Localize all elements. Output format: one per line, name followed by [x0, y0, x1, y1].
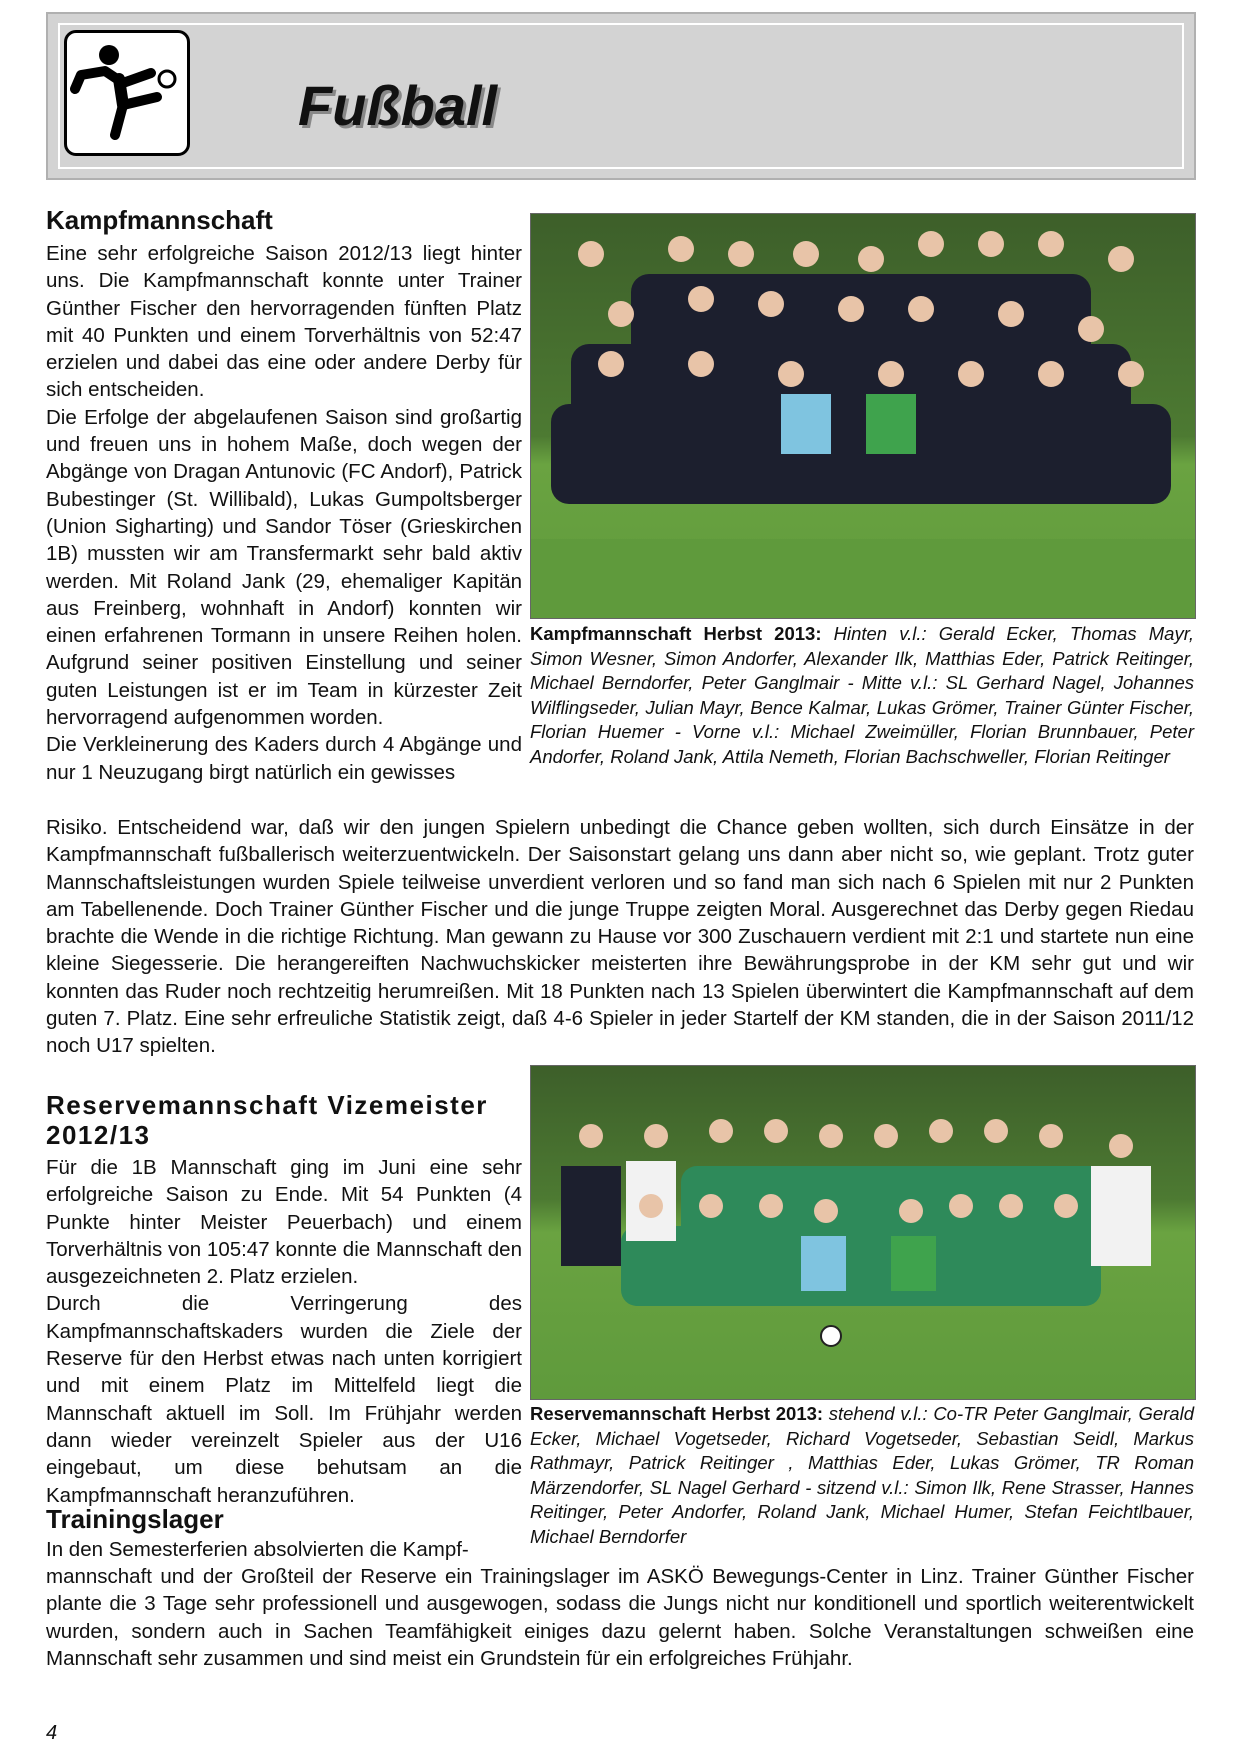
caption-names: stehend v.l.: Co-TR Peter Ganglmair, Gerald Ecker, Michael Vogetseder, Richard Vogetseder, Sebastian Seidl, Markus Rathmayr, Patrick Reitinger , Matthias Eder, Lukas Grömer, TR Roman Märzendorfer, SL Nagel Gerhard - sitzend v.l.: Simon Ilk, Rene Strasser, Hannes Reitinger, Peter Andorfer, Roland Jank, Michael Humer, Stefan Feichtlbauer, Michael Berndorfer: [530, 1403, 1194, 1547]
trainingslager-heading: Trainingslager: [46, 1504, 224, 1534]
kampfmannschaft-paragraph-1: Eine sehr erfolgreiche Saison 2012/13 liegt hinter uns. Die Kampfmannschaft konnte unter Trainer Günther Fischer den hervorragenden fünften Platz mit 40 Punkten und einem Torverhältnis von 52:47 erzielen und dabei das eine oder andere Derby für sich entscheiden.: [46, 242, 522, 402]
reserve-heading: Reservemannschaft Vizemeister 2012/13: [46, 1090, 488, 1150]
kampfmannschaft-photo-caption: [530, 622, 1194, 770]
reserve-text: [46, 1154, 522, 1509]
page-number: 4: [46, 1722, 58, 1744]
trainingslager-text-start: In den Semesterferien absolvierten die Kampf-: [46, 1538, 469, 1561]
reserve-photo-caption: [530, 1402, 1194, 1550]
reserve-team-photo: [530, 1065, 1196, 1400]
football-player-icon: [64, 30, 190, 156]
kampfmannschaft-team-photo: [530, 213, 1196, 619]
caption-label: Kampfmannschaft Herbst 2013:: [530, 623, 822, 644]
caption-names: Hinten v.l.: Gerald Ecker, Thomas Mayr, Simon Wesner, Simon Andorfer, Alexander Ilk, Matthias Eder, Patrick Reitinger, Michael Berndorfer, Peter Ganglmair - Mitte v.l.: SL Gerhard Nagel, Johannes Wilflingseder, Julian Mayr, Bence Kalmar, Lukas Grömer, Trainer Günter Fischer, Florian Huemer - Vorne v.l.: Michael Zweimüller, Florian Brunnbauer, Peter Andorfer, Roland Jank, Attila Nemeth, Florian Bachschweller, Florian Reitinger: [530, 623, 1194, 767]
kampfmannschaft-text-left: [46, 240, 522, 786]
caption-label: Reservemannschaft Herbst 2013:: [530, 1403, 824, 1424]
kampfmannschaft-text-full: Risiko. Entscheidend war, daß wir den jungen Spielern unbedingt die Chance geben wollten, sich durch Einsätze in der Kampfmannschaft fußballerisch weiterzuentwickeln. Der Saisonstart gelang uns dann aber nicht so, wie geplant. Trotz guter Mannschaftsleistungen wurden Spiele teilweise unverdient verloren und so fand man sich nach 6 Spielen mit nur 2 Punkten am Tabellenende. Doch Trainer Günther Fischer und die junge Truppe zeigten Moral. Ausgerechnet das Derby gegen Riedau brachte die Wende in die richtige Richtung. Man gewann zu Hause vor 300 Zuschauern verdient mit 2:1 und startete nun eine kleine Siegesserie. Die herangereiften Nachwuchskicker meisterten ihre Bewährungsprobe in der KM sehr gut und wir konnten das Ruder noch rechtzeitig herumreißen. Mit 18 Punkten nach 13 Spielen überwintert die Kampfmannschaft auf dem guten 7. Platz. Eine sehr erfreuliche Statistik zeigt, daß 4-6 Spieler in jeder Startelf der KM standen, die in der Saison 2011/12 noch U17 spielten.: [46, 816, 1194, 1058]
page-title: Fußball: [298, 74, 498, 137]
kampfmannschaft-paragraph-2: Die Erfolge der abgelaufenen Saison sind großartig und freuen uns in hohem Maße, doch wegen der Abgänge von Dragan Antunovic (FC Andorf), Patrick Bubestinger (St. Willibald), Lukas Gumpoltsberger (Union Sigharting) und Sandor Töser (Grieskirchen 1B) mussten wir am Transfermarkt sehr bald aktiv werden. Mit Roland Jank (29, ehemaliger Kapitän aus Freinberg, wohnhaft in Andorf) konnten wir einen erfahrenen Tormann in unsere Reihen holen. Aufgrund seiner positiven Einstellung und seiner guten Leistungen ist er im Team in kürzester Zeit hervorragend aufgenommen worden.: [46, 405, 522, 730]
reserve-paragraph-2: Durch die Verringerung des Kampfmannschaftskaders wurden die Ziele der Reserve für den Herbst etwas nach unten korrigiert und mit einem Platz im Mittelfeld liegt die Mannschaft aktuell im Soll. Im Frühjahr werden dann wieder vereinzelt Spieler aus der U16 eingebaut, um diese behutsam an die Kampfmannschaft heranzuführen.: [46, 1292, 522, 1507]
kampfmannschaft-heading: Kampfmannschaft: [46, 205, 273, 235]
section-header: [46, 12, 1196, 180]
kampfmannschaft-paragraph-3-start: Die Verkleinerung des Kaders durch 4 Abgänge und nur 1 Neuzugang birgt natürlich ein gewisses: [46, 733, 522, 784]
trainingslager-text-full: mannschaft und der Großteil der Reserve ein Trainingslager im ASKÖ Bewegungs-Center in Linz. Trainer Günther Fischer plante die 3 Tage sehr professionell und ausgewogen, sodass die Jungs nicht nur konditionell und sportlich weiterentwickelt wurden, sondern auch in Sachen Teamfähigkeit einiges dazu gelernt haben. Solche Veranstaltungen schweißen eine Mannschaft sehr zusammen und sind meist ein Grundstein für ein erfolgreiches Frühjahr.: [46, 1565, 1194, 1670]
header-frame: [58, 23, 1184, 169]
reserve-paragraph-1: Für die 1B Mannschaft ging im Juni eine sehr erfolgreiche Saison zu Ende. Mit 54 Punkten (4 Punkte hinter Meister Peuerbach) und einem Torverhältnis von 105:47 konnte die Mannschaft den ausgezeichneten 2. Platz erzielen.: [46, 1156, 522, 1289]
